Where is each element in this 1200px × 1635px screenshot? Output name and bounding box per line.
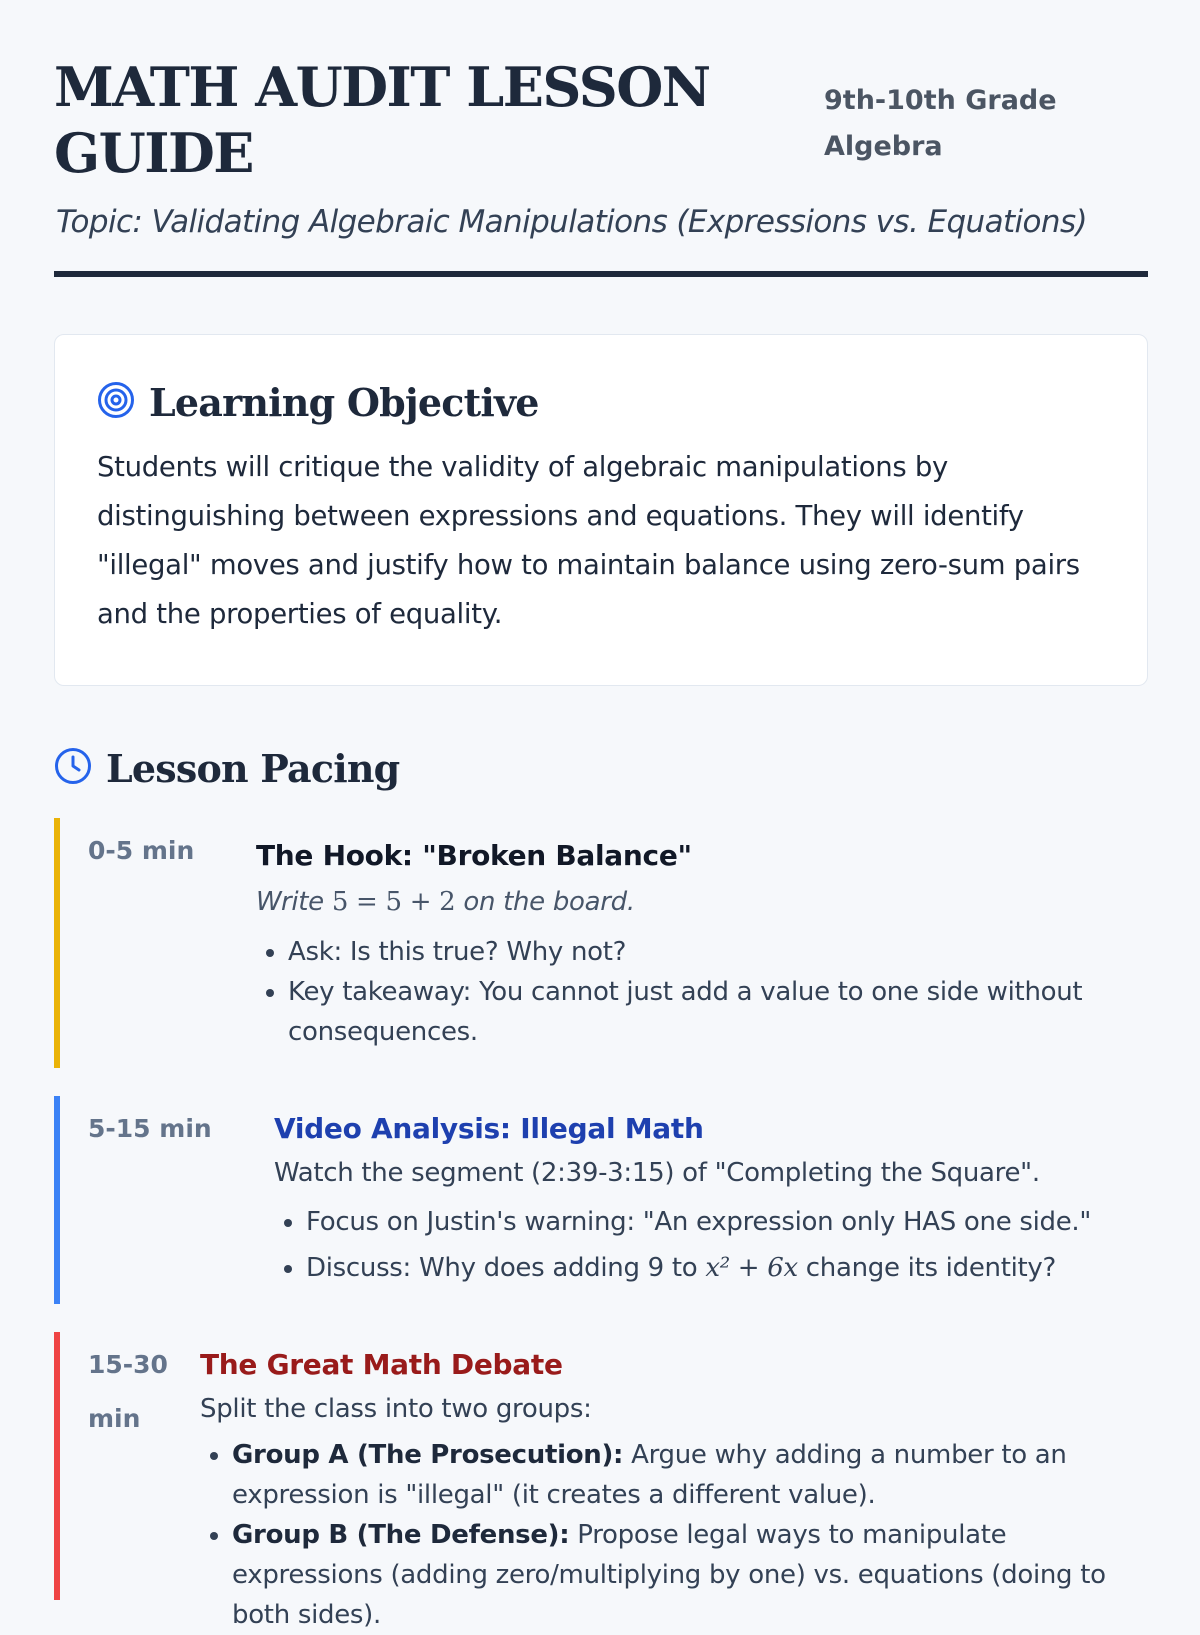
step-time: 15-30 min xyxy=(88,1350,168,1433)
header-divider xyxy=(54,271,1148,277)
target-icon xyxy=(97,381,135,423)
step-accent-bar xyxy=(54,1332,60,1600)
pacing-step-debate xyxy=(54,1332,1148,1630)
note-text-end: on the board. xyxy=(455,887,635,917)
step-time: 5-15 min xyxy=(88,1114,212,1143)
objective-heading-row xyxy=(97,377,539,427)
pacing-step-hook xyxy=(54,818,1148,1068)
step-content xyxy=(200,1345,1140,1635)
step-accent-bar xyxy=(54,1096,60,1304)
step-title: Video Analysis: Illegal Math xyxy=(274,1112,704,1145)
list-item: • Key takeaway: You cannot just add a value to one side without consequences. xyxy=(288,972,1136,1052)
note-equation: 5 = 5 + 2 xyxy=(331,887,456,917)
pacing-heading: Lesson Pacing xyxy=(106,745,400,791)
step-bullets xyxy=(274,1199,1144,1291)
list-item: • Ask: Is this true? Why not? xyxy=(288,932,1136,972)
clock-icon xyxy=(54,747,92,789)
step-description: Split the class into two groups: xyxy=(200,1394,592,1424)
step-title: The Great Math Debate xyxy=(200,1348,563,1381)
step-accent-bar xyxy=(54,818,60,1068)
objective-text: Students will critique the validity of algebraic manipulations by distinguishing between expressions and equations. They will identify "illegal" moves and justify how to maintain balance using zero-sum pairs and the properties of equality. xyxy=(97,451,1080,630)
pacing-heading-row xyxy=(54,740,399,796)
list-item xyxy=(306,1245,1144,1291)
objective-heading: Learning Objective xyxy=(149,379,539,425)
bullet-text: Discuss: Why does adding 9 to xyxy=(306,1253,706,1283)
list-item xyxy=(232,1515,1140,1635)
group-text: Propose legal ways to manipulate expressions (adding zero/multiplying by one) vs. equations (doing to both sides). xyxy=(232,1520,1106,1630)
group-label: Group A (The Prosecution): xyxy=(232,1440,624,1470)
bullet-text-end: change its identity? xyxy=(797,1253,1056,1283)
step-description: Watch the segment (2:39-3:15) of "Completing the Square". xyxy=(274,1158,1040,1188)
step-time: 0-5 min xyxy=(88,836,195,865)
step-bullets xyxy=(200,1435,1140,1635)
step-title: The Hook: "Broken Balance" xyxy=(256,839,692,872)
grade-level: 9th-10th Grade Algebra xyxy=(824,85,1057,162)
learning-objective-card xyxy=(54,334,1148,686)
step-content xyxy=(256,836,1136,1052)
step-content xyxy=(274,1109,1144,1291)
expression-math: x² + 6x xyxy=(705,1253,798,1283)
group-text: Argue why adding a number to an expression is "illegal" (it creates a different value). xyxy=(232,1440,1067,1510)
list-item: • Focus on Justin's warning: "An expression only HAS one side." xyxy=(306,1199,1144,1245)
step-bullets xyxy=(256,932,1136,1052)
page-title: MATH AUDIT LESSON GUIDE xyxy=(54,55,710,185)
step-note xyxy=(256,884,1136,920)
note-text: Write xyxy=(256,887,332,917)
topic-subtitle: Topic: Validating Algebraic Manipulations (Expressions vs. Equations) xyxy=(56,204,1087,240)
pacing-step-video xyxy=(54,1096,1148,1304)
list-item xyxy=(232,1435,1140,1515)
group-label: Group B (The Defense): xyxy=(232,1520,570,1550)
